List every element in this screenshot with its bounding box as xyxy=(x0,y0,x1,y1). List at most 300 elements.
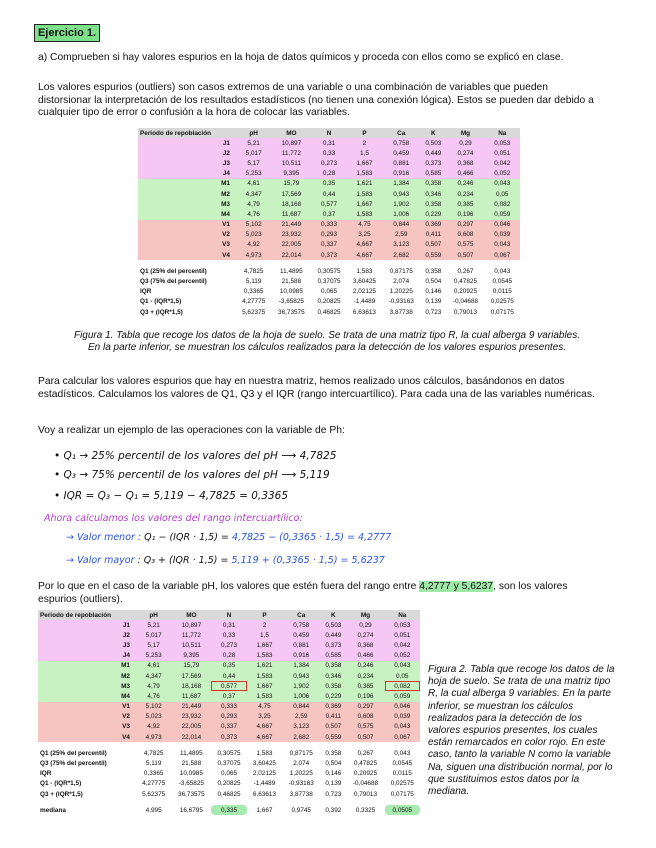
table-cell: 3,25 xyxy=(247,712,282,722)
table-row xyxy=(38,732,420,742)
table-cell: 0,20825 xyxy=(217,780,241,788)
table-cell: 22,014 xyxy=(171,732,211,742)
table-header-row xyxy=(38,610,420,620)
table-cell: 0,3365 xyxy=(143,770,164,778)
table-cell: 1,902 xyxy=(282,681,320,691)
column-header: K xyxy=(420,128,446,138)
table-cell: 2 xyxy=(347,138,382,148)
table-cell: J4 xyxy=(38,651,136,661)
table-cell: 0,046 xyxy=(485,220,520,230)
table-cell: 1,5 xyxy=(247,630,282,640)
table-cell: 5,023 xyxy=(236,230,271,240)
table-cell: 0,07175 xyxy=(390,790,414,798)
table-cell: 0,042 xyxy=(385,640,420,650)
table-cell: IQR xyxy=(140,288,152,296)
table-cell: 0,411 xyxy=(420,230,446,240)
table-cell: 0,358 xyxy=(325,749,342,757)
table-cell: 0,082 xyxy=(485,199,520,209)
column-header: K xyxy=(320,610,346,620)
table-cell: 0,575 xyxy=(346,722,384,732)
table-cell: 11,4895 xyxy=(180,749,203,757)
table-cell: 0,337 xyxy=(311,240,346,250)
table-cell: 0,051 xyxy=(485,148,520,158)
table-cell: 5,119 xyxy=(245,278,262,286)
table-cell: 18,168 xyxy=(171,681,211,691)
note-iqr: • IQR = Q₃ − Q₁ = 5,119 − 4,7825 = 0,3365 xyxy=(54,490,289,502)
table-cell: 0,274 xyxy=(446,148,484,158)
table-cell: 17,569 xyxy=(171,671,211,681)
table-cell: 0,065 xyxy=(321,288,338,296)
table-cell: 0,466 xyxy=(446,169,484,179)
table-cell: 0,881 xyxy=(382,158,420,168)
table-cell: 0,87175 xyxy=(389,267,413,275)
table-cell: 0,503 xyxy=(320,620,346,630)
table-cell: 0,608 xyxy=(446,230,484,240)
table-cell: 0,37 xyxy=(211,691,246,701)
method-paragraph: Para calcular los valores espurios que hay en nuestra matriz, hemos realizado unos cálculos, basándonos en datos estadísticos. Calculamos los valores de Q1, Q3 y el IQR (rango intercuartílico). Para cada una de las variables numéricas. xyxy=(38,376,595,400)
table-cell: 0,466 xyxy=(346,651,384,661)
table-cell: 16,6795 xyxy=(179,806,203,814)
table-cell: M3 xyxy=(38,681,136,691)
table-cell: 1,583 xyxy=(356,267,373,275)
table-cell: 1,006 xyxy=(382,209,420,219)
table-cell: 1,583 xyxy=(347,189,382,199)
table-cell: 4,92 xyxy=(136,722,171,732)
table-cell: 0,79013 xyxy=(453,308,478,316)
table-cell: 0,943 xyxy=(382,189,420,199)
exercise-title: Ejercicio 1. xyxy=(34,24,100,42)
table-cell: Q3 (75% del percentil) xyxy=(140,278,207,286)
table-cell: 10,0985 xyxy=(179,770,203,778)
stats-row xyxy=(138,287,520,297)
table-cell: 3,123 xyxy=(382,240,420,250)
table-cell: M2 xyxy=(138,189,236,199)
table-cell: V1 xyxy=(138,220,236,230)
table-cell: 5,102 xyxy=(136,702,171,712)
table-cell: 0,87175 xyxy=(289,749,313,757)
table-cell: 0,333 xyxy=(211,702,246,712)
table-cell: 3,87738 xyxy=(389,308,413,316)
table-cell: 0,297 xyxy=(346,702,384,712)
table-cell: 15,79 xyxy=(171,661,211,671)
table-cell: Q3 + (IQR*1,5) xyxy=(140,308,183,316)
table-cell: 4,347 xyxy=(236,189,271,199)
table-cell: 0,35 xyxy=(211,661,246,671)
table-cell: 0,05 xyxy=(385,671,420,681)
column-header: Ca xyxy=(382,128,420,138)
column-header: Mg xyxy=(346,610,384,620)
table-cell: V4 xyxy=(38,732,136,742)
table-cell: M2 xyxy=(38,671,136,681)
data-table-1 xyxy=(138,128,520,317)
table-cell: 0,35 xyxy=(311,179,346,189)
table-row xyxy=(38,640,420,650)
column-header: N xyxy=(211,610,246,620)
table-cell: 0,585 xyxy=(320,651,346,661)
table-cell: 6,63613 xyxy=(352,308,376,316)
note-lower-bound: → Valor menor : Q₁ − (IQR · 1,5) = 4,7825 − (0,3365 · 1,5) = 4,2777 xyxy=(66,532,392,543)
stats-row xyxy=(138,307,520,317)
table-cell: 0,507 xyxy=(446,250,484,260)
table-cell: 0,046 xyxy=(385,702,420,712)
table-cell: 0,373 xyxy=(211,732,246,742)
data-table-2 xyxy=(38,610,420,815)
table-cell: 21,449 xyxy=(271,220,311,230)
table-cell: 21,588 xyxy=(181,760,202,768)
table-cell: 4,7825 xyxy=(143,749,164,757)
table-cell: 0,043 xyxy=(485,240,520,250)
table-cell: 22,014 xyxy=(271,250,311,260)
table-cell: 0,0505 xyxy=(385,805,420,815)
table-cell: 0,042 xyxy=(485,158,520,168)
table-cell: 3,60425 xyxy=(252,760,276,768)
table-cell: 2,074 xyxy=(293,760,310,768)
table-cell: 36,73575 xyxy=(178,790,205,798)
table-cell: 0,043 xyxy=(385,661,420,671)
table-cell: 0,31 xyxy=(311,138,346,148)
column-header: Na xyxy=(485,128,520,138)
table-cell: 5,023 xyxy=(136,712,171,722)
stats-row xyxy=(38,758,420,768)
table-cell: 0,373 xyxy=(420,158,446,168)
table-cell: 1,583 xyxy=(247,691,282,701)
table-cell: -3,65825 xyxy=(178,780,204,788)
table-cell: J3 xyxy=(138,158,236,168)
table-cell: 4,75 xyxy=(347,220,382,230)
table-cell: 0,059 xyxy=(485,209,520,219)
table-cell: V2 xyxy=(138,230,236,240)
table-cell: 0,346 xyxy=(420,189,446,199)
column-header: P xyxy=(247,610,282,620)
table-cell: 0,46825 xyxy=(217,790,241,798)
table-cell: 11,687 xyxy=(171,691,211,701)
table-cell: 0,067 xyxy=(385,732,420,742)
table-cell: 0,373 xyxy=(311,250,346,260)
stats-row xyxy=(138,266,520,276)
table-cell: 0,33 xyxy=(211,630,246,640)
table-row xyxy=(138,250,520,260)
table-cell: J4 xyxy=(138,169,236,179)
table-cell: 5,21 xyxy=(236,138,271,148)
table-row xyxy=(138,158,520,168)
table-cell: -1,4489 xyxy=(353,298,376,306)
table-cell: 0,20825 xyxy=(317,298,341,306)
table-cell: 1,667 xyxy=(347,199,382,209)
table-cell: V3 xyxy=(138,240,236,250)
table-cell: 0,053 xyxy=(385,620,420,630)
table-cell: 4,667 xyxy=(347,250,382,260)
table-cell: 4,973 xyxy=(136,732,171,742)
table-cell: 0,392 xyxy=(325,806,342,814)
table-cell: 4,75 xyxy=(247,702,282,712)
table-cell: 23,932 xyxy=(171,712,211,722)
table-cell: 10,897 xyxy=(171,620,211,630)
table-cell: 0,02575 xyxy=(390,780,414,788)
stats-row xyxy=(138,297,520,307)
table-cell: 17,569 xyxy=(271,189,311,199)
stats-row xyxy=(138,276,520,286)
range-highlight: 4,2777 y 5,6237 xyxy=(419,581,494,592)
table-cell: 0,043 xyxy=(394,749,411,757)
table-cell: 0,358 xyxy=(420,179,446,189)
column-header: Periodo de repoblación xyxy=(38,610,136,620)
table-cell: 1,384 xyxy=(282,661,320,671)
table-cell: 0,0545 xyxy=(392,760,413,768)
prompt-text: a) Comprueben si hay valores espurios en la hoja de datos químicos y proceda con ellos como se explicó en clase. xyxy=(38,52,564,63)
table-cell: 10,897 xyxy=(271,138,311,148)
table-row xyxy=(138,230,520,240)
table-cell: 22,005 xyxy=(171,722,211,732)
table-cell: 18,168 xyxy=(271,199,311,209)
table-cell: 0,293 xyxy=(211,712,246,722)
table-row xyxy=(38,661,420,671)
table-cell: V4 xyxy=(138,250,236,260)
table-cell: 0,373 xyxy=(320,640,346,650)
table-cell: 0,29 xyxy=(346,620,384,630)
column-header: MO xyxy=(271,128,311,138)
table-cell: 5,17 xyxy=(236,158,271,168)
table-cell: J2 xyxy=(138,148,236,158)
table-cell: 1,20225 xyxy=(289,770,313,778)
table-cell: 1,621 xyxy=(247,661,282,671)
table-cell: 2,02125 xyxy=(252,770,276,778)
table-cell: 2,59 xyxy=(282,712,320,722)
table-cell: 4,667 xyxy=(247,722,282,732)
table-cell: 0,07175 xyxy=(490,308,514,316)
median-row xyxy=(38,805,420,815)
table-cell: 21,449 xyxy=(171,702,211,712)
table-cell: 2,682 xyxy=(382,250,420,260)
table-cell: 0,3325 xyxy=(355,806,376,814)
table-cell: J1 xyxy=(38,620,136,630)
table-cell: 0,0115 xyxy=(492,288,512,296)
table-cell: 4,61 xyxy=(236,179,271,189)
table-cell: 0,575 xyxy=(446,240,484,250)
table-cell: 0,273 xyxy=(311,158,346,168)
table-cell: 4,973 xyxy=(236,250,271,260)
table-cell: 21,588 xyxy=(281,278,302,286)
table-cell: M1 xyxy=(138,179,236,189)
table-row xyxy=(138,138,520,148)
table-row xyxy=(38,722,420,732)
table-cell: Q1 - (IQR*1,5) xyxy=(40,780,82,788)
table-cell: 5,253 xyxy=(236,169,271,179)
table-cell: 2,682 xyxy=(282,732,320,742)
table-cell: 0,559 xyxy=(420,250,446,260)
table-cell: 11,772 xyxy=(171,630,211,640)
table-cell: 0,559 xyxy=(320,732,346,742)
table-row xyxy=(38,651,420,661)
table-cell: 1,5 xyxy=(347,148,382,158)
table-cell: 0,3365 xyxy=(243,288,264,296)
table-cell: 4,92 xyxy=(236,240,271,250)
table-cell: V2 xyxy=(38,712,136,722)
table-row xyxy=(138,199,520,209)
column-header: pH xyxy=(136,610,171,620)
column-header: N xyxy=(311,128,346,138)
table-row xyxy=(138,240,520,250)
table-row xyxy=(38,620,420,630)
table-cell: 0,37075 xyxy=(317,278,341,286)
table-cell: 0,507 xyxy=(320,722,346,732)
table-cell: 0,47825 xyxy=(453,278,478,286)
table-cell: 4,76 xyxy=(236,209,271,219)
table-cell: 1,621 xyxy=(347,179,382,189)
note-upper-bound: → Valor mayor : Q₃ + (IQR · 1,5) = 5,119 + (0,3365 · 1,5) = 5,6237 xyxy=(66,555,385,566)
table-cell: 0,267 xyxy=(457,267,474,275)
table-cell: 0,37 xyxy=(311,209,346,219)
table-cell: V3 xyxy=(38,722,136,732)
table-row xyxy=(138,209,520,219)
table-cell: 0,44 xyxy=(211,671,246,681)
table-cell: mediana xyxy=(40,806,66,814)
table-cell: 5,62375 xyxy=(142,790,166,798)
table-cell: 23,932 xyxy=(271,230,311,240)
table-cell: 0,44 xyxy=(311,189,346,199)
table-cell: -0,93163 xyxy=(288,780,314,788)
column-header: P xyxy=(347,128,382,138)
table-cell: 0,039 xyxy=(385,712,420,722)
table-cell: 0,337 xyxy=(211,722,246,732)
table-cell: Q1 - (IQR*1,5) xyxy=(140,298,182,306)
table-cell: 0,585 xyxy=(420,169,446,179)
table-cell: 10,0985 xyxy=(279,288,303,296)
table-cell: Q3 + (IQR*1,5) xyxy=(40,790,83,798)
table-cell: 0,31 xyxy=(211,620,246,630)
note-q3: • Q₃ → 75% percentil de los valores del pH ⟶ 5,119 xyxy=(54,469,330,481)
table-cell: 0,297 xyxy=(446,220,484,230)
table-cell: 0,881 xyxy=(282,640,320,650)
table-cell: J2 xyxy=(38,630,136,640)
table-cell: 5,017 xyxy=(236,148,271,158)
table-cell: 1,583 xyxy=(247,671,282,681)
table-cell: -0,04688 xyxy=(452,298,479,306)
figure-1-caption: Figura 1. Tabla que recoge los datos de la hoja de suelo. Se trata de una matriz tipo R, la cual alberga 9 variables. En la parte inferior, se muestran los cálculos realizados para la detección de los valores espurios presentes. xyxy=(73,330,581,353)
table-cell: 0,051 xyxy=(385,630,420,640)
table-cell: 0,234 xyxy=(346,671,384,681)
column-header: Mg xyxy=(446,128,484,138)
table-cell: 0,9745 xyxy=(291,806,311,814)
table-cell: 1,583 xyxy=(347,209,382,219)
table-cell: 0,358 xyxy=(320,681,346,691)
table-cell: 10,511 xyxy=(171,640,211,650)
table-cell: 0,459 xyxy=(282,630,320,640)
table-cell: 0,368 xyxy=(446,158,484,168)
table-cell: M3 xyxy=(138,199,236,209)
table-cell: 0,139 xyxy=(425,298,442,306)
table-cell: 15,79 xyxy=(271,179,311,189)
table-cell: 0,043 xyxy=(385,722,420,732)
table-cell: 4,79 xyxy=(136,681,171,691)
stats-row xyxy=(38,779,420,789)
table-cell: 5,17 xyxy=(136,640,171,650)
table-cell: 0,229 xyxy=(320,691,346,701)
table-cell: 1,006 xyxy=(282,691,320,701)
stats-row xyxy=(38,748,420,758)
table-cell: 4,667 xyxy=(247,732,282,742)
example-intro: Voy a realizar un ejemplo de las operaciones con la variable de Ph: xyxy=(38,425,345,436)
table-cell: 0,943 xyxy=(282,671,320,681)
table-cell: 0,043 xyxy=(485,179,520,189)
table-cell: 0,411 xyxy=(320,712,346,722)
table-cell: 36,73575 xyxy=(278,308,305,316)
table-row xyxy=(38,681,420,691)
table-cell: 0,146 xyxy=(325,770,342,778)
table-cell: 0,33 xyxy=(311,148,346,158)
table-cell: 0,067 xyxy=(485,250,520,260)
table-cell: 11,687 xyxy=(271,209,311,219)
stats-row xyxy=(38,769,420,779)
table-cell: 5,62375 xyxy=(242,308,266,316)
table-cell: 0,043 xyxy=(494,267,511,275)
table-cell: 3,87738 xyxy=(289,790,313,798)
table-cell: 0,0545 xyxy=(492,278,513,286)
table-cell: M4 xyxy=(38,691,136,701)
table-cell: 0,052 xyxy=(485,169,520,179)
table-cell: 0,229 xyxy=(420,209,446,219)
table-cell: 4,61 xyxy=(136,661,171,671)
table-cell: 4,76 xyxy=(136,691,171,701)
table-cell: Q1 (25% del percentil) xyxy=(140,267,207,275)
table-cell: 11,772 xyxy=(271,148,311,158)
table-cell: 0,723 xyxy=(425,308,442,316)
table-cell: 4,79 xyxy=(236,199,271,209)
table-row xyxy=(38,691,420,701)
table-row xyxy=(138,169,520,179)
table-cell: M4 xyxy=(138,209,236,219)
table-cell: 0,246 xyxy=(446,179,484,189)
table-cell: 0,053 xyxy=(485,138,520,148)
table-cell: 0,358 xyxy=(420,199,446,209)
table-cell: 0,293 xyxy=(311,230,346,240)
table-row xyxy=(38,702,420,712)
table-cell: 0,385 xyxy=(346,681,384,691)
table-cell: 0,608 xyxy=(346,712,384,722)
table-cell: 6,63613 xyxy=(252,790,276,798)
table-header-row xyxy=(138,128,520,138)
table-cell: 9,395 xyxy=(171,651,211,661)
table-cell: 1,20225 xyxy=(389,288,413,296)
column-header: Periodo de repoblación xyxy=(138,128,236,138)
table-cell: 4,995 xyxy=(145,806,162,814)
stats-row xyxy=(38,789,420,799)
table-cell: 1,583 xyxy=(256,749,273,757)
table-cell: -0,93163 xyxy=(388,298,414,306)
table-cell: 0,385 xyxy=(446,199,484,209)
table-cell: 0,05 xyxy=(485,189,520,199)
table-cell: 0,47825 xyxy=(353,760,378,768)
table-row xyxy=(138,189,520,199)
column-header: pH xyxy=(236,128,271,138)
table-cell: 1,583 xyxy=(247,651,282,661)
table-cell: 0,449 xyxy=(320,630,346,640)
table-cell: 1,667 xyxy=(347,158,382,168)
table-cell: 0,052 xyxy=(385,651,420,661)
table-cell: 3,25 xyxy=(347,230,382,240)
table-cell: 2 xyxy=(247,620,282,630)
note-q1: • Q₁ → 25% percentil de los valores del pH ⟶ 4,7825 xyxy=(54,450,337,462)
table-cell: 0,46825 xyxy=(317,308,341,316)
table-cell: 0,28 xyxy=(311,169,346,179)
table-cell: 1,667 xyxy=(247,640,282,650)
table-cell: 10,511 xyxy=(271,158,311,168)
table-cell: 9,395 xyxy=(271,169,311,179)
table-cell: 0,577 xyxy=(311,199,346,209)
table-cell: 0,02575 xyxy=(490,298,514,306)
table-cell: 0,267 xyxy=(357,749,374,757)
table-cell: M1 xyxy=(38,661,136,671)
table-row xyxy=(138,148,520,158)
